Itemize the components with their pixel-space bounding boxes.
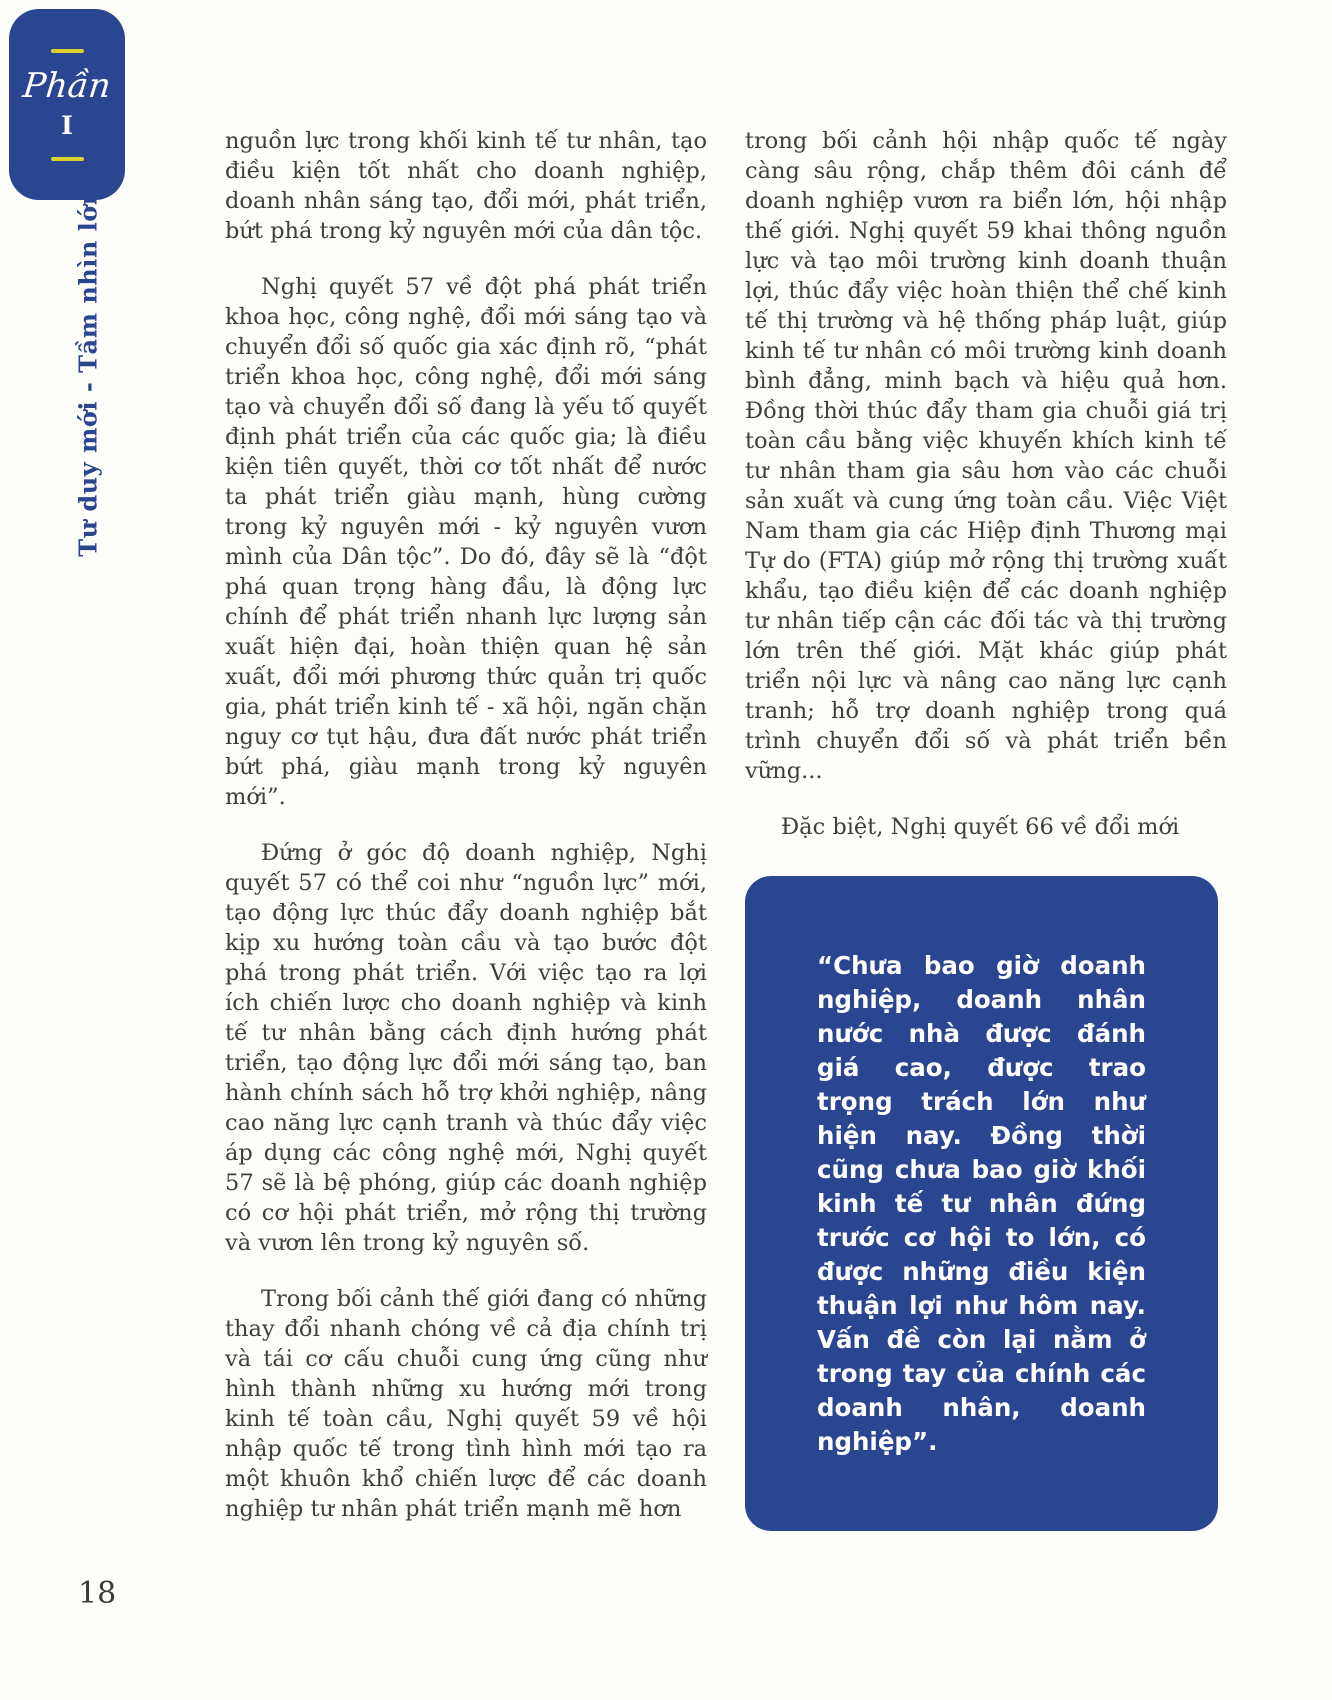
- quote-box: [745, 876, 1218, 1531]
- badge-bottom-rule: [51, 157, 84, 161]
- text-column-right: [745, 126, 1227, 1531]
- quote-text: “Chưa bao giờ doanh nghiệp, doanh nhân nước nhà được đánh giá cao, được trao trọng trách lớn như hiện nay. Đồng thời cũng chưa bao giờ khối kinh tế tư nhân đứng trước cơ hội to lớn, có được những điều kiện thuận lợi như hôm nay. Vấn đề còn lại nằm ở trong tay của chính các doanh nhân, doanh nghiệp”.: [817, 950, 1146, 1456]
- body-paragraph: Trong bối cảnh thế giới đang có những thay đổi nhanh chóng về cả địa chính trị và tái cơ cấu chuỗi cung ứng cũng như hình thành những xu hướng mới trong kinh tế toàn cầu, Nghị quyết 59 về hội nhập quốc tế trong tình hình mới tạo ra một khuôn khổ chiến lược để các doanh nghiệp tư nhân phát triển mạnh mẽ hơn: [225, 1286, 707, 1522]
- part-label: Phần: [21, 65, 113, 106]
- part-number: I: [61, 110, 73, 140]
- body-paragraph: Đứng ở góc độ doanh nghiệp, Nghị quyết 57 có thể coi như “nguồn lực” mới, tạo động lực thúc đẩy doanh nghiệp bắt kịp xu hướng toàn cầu và tạo bước đột phá trong phát triển. Với việc tạo ra lợi ích chiến lược cho doanh nghiệp và kinh tế tư nhân bằng cách định hướng phát triển, tạo động lực đổi mới sáng tạo, ban hành chính sách hỗ trợ khởi nghiệp, nâng cao năng lực cạnh tranh và thúc đẩy việc áp dụng các công nghệ mới, Nghị quyết 57 sẽ là bệ phóng, giúp các doanh nghiệp có cơ hội phát triển, mở rộng thị trường và vươn lên trong kỷ nguyên số.: [225, 840, 707, 1256]
- badge-top-rule: [51, 49, 84, 53]
- page-number: 18: [78, 1576, 117, 1611]
- text-column-left: [225, 126, 707, 1550]
- part-badge: [9, 9, 125, 200]
- body-paragraph: Đặc biệt, Nghị quyết 66 về đổi mới: [781, 814, 1180, 840]
- chapter-vertical-title: Tư duy mới - Tầm nhìn lớn: [73, 187, 103, 557]
- body-paragraph: trong bối cảnh hội nhập quốc tế ngày càng sâu rộng, chắp thêm đôi cánh để doanh nghiệp vươn ra biển lớn, hội nhập thế giới. Nghị quyết 59 khai thông nguồn lực và tạo môi trường kinh doanh thuận lợi, thúc đẩy việc hoàn thiện thể chế kinh tế thị trường và hệ thống pháp luật, giúp kinh tế tư nhân có môi trường kinh doanh bình đẳng, minh bạch và hiệu quả hơn. Đồng thời thúc đẩy tham gia chuỗi giá trị toàn cầu bằng việc khuyến khích kinh tế tư nhân tham gia sâu hơn vào các chuỗi sản xuất và cung ứng toàn cầu. Việc Việt Nam tham gia các Hiệp định Thương mại Tự do (FTA) giúp mở rộng thị trường xuất khẩu, tạo điều kiện để các doanh nghiệp tư nhân tiếp cận các đối tác và thị trường lớn trên thế giới. Mặt khác giúp phát triển nội lực và nâng cao năng lực cạnh tranh; hỗ trợ doanh nghiệp trong quá trình chuyển đổi số và phát triển bền vững...: [745, 128, 1227, 784]
- body-paragraph: Nghị quyết 57 về đột phá phát triển khoa học, công nghệ, đổi mới sáng tạo và chuyển đổi số quốc gia xác định rõ, “phát triển khoa học, công nghệ, đổi mới sáng tạo và chuyển đổi số đang là yếu tố quyết định phát triển của các quốc gia; là điều kiện tiên quyết, thời cơ tốt nhất để nước ta phát triển giàu mạnh, hùng cường trong kỷ nguyên mới - kỷ nguyên vươn mình của Dân tộc”. Do đó, đây sẽ là “đột phá quan trọng hàng đầu, là động lực chính để phát triển nhanh lực lượng sản xuất hiện đại, hoàn thiện quan hệ sản xuất, đổi mới phương thức quản trị quốc gia, phát triển kinh tế - xã hội, ngăn chặn nguy cơ tụt hậu, đưa đất nước phát triển bứt phá, giàu mạnh trong kỷ nguyên mới”.: [225, 274, 707, 810]
- body-paragraph: nguồn lực trong khối kinh tế tư nhân, tạo điều kiện tốt nhất cho doanh nghiệp, doanh nhân sáng tạo, đổi mới, phát triển, bứt phá trong kỷ nguyên mới của dân tộc.: [225, 128, 707, 244]
